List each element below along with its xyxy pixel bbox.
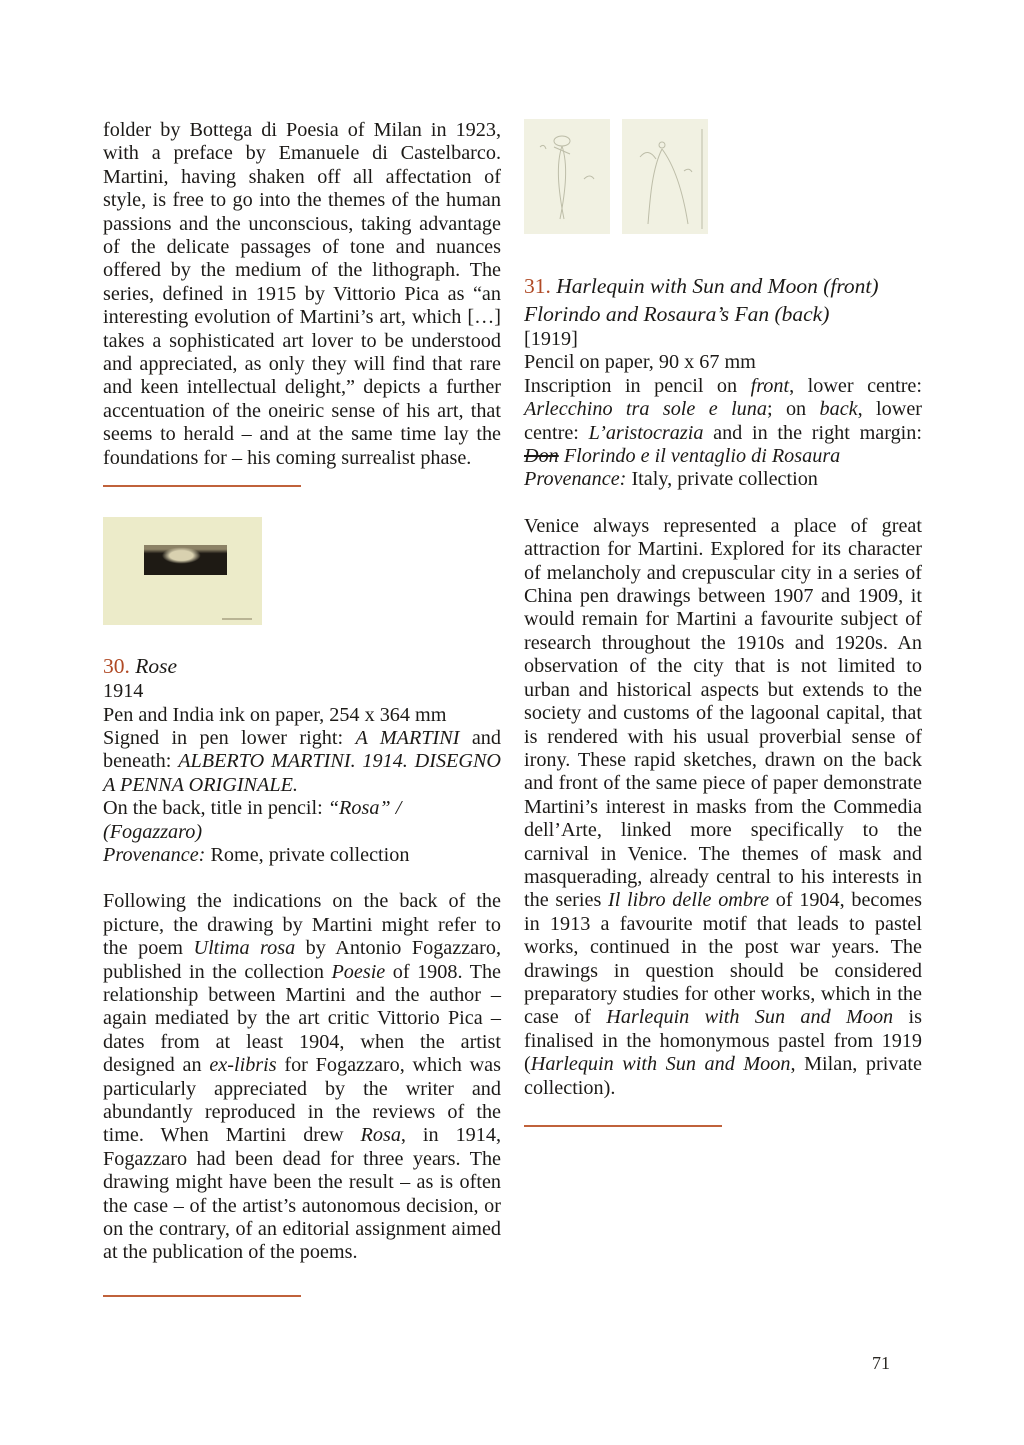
italic-text: Arlecchino tra sole e luna (524, 398, 767, 421)
artwork-image-front (524, 119, 610, 234)
text-run: and in the right margin: (703, 421, 922, 444)
italic-text: Harlequin with Sun and Moon (606, 1006, 894, 1029)
rose-caption-mark (222, 618, 252, 620)
artwork-image-back (622, 119, 708, 234)
entry-medium: Pen and India ink on paper, 254 x 364 mm (103, 703, 447, 726)
sketch-figure-icon (524, 119, 610, 234)
provenance-value: Italy, private collection (626, 468, 818, 491)
provenance-label: Provenance: (524, 468, 627, 491)
entry-subtitle: Florindo and Rosaura’s Fan (back) (524, 302, 830, 326)
text-run: ; on (766, 398, 820, 421)
entry-heading-30 (103, 652, 501, 680)
entry-medium: Pencil on paper, 90 x 67 mm (524, 351, 756, 374)
rose-drawing-panel (144, 545, 227, 575)
entry-title: Rose (135, 654, 178, 679)
back-inscription-label: On the back, title in pencil: (103, 797, 328, 820)
signature-label: Signed in pen lower right: (103, 726, 356, 749)
body-paragraph (103, 890, 501, 1265)
signature-mid: and beneath: (103, 726, 501, 773)
entry-back-inscription (103, 797, 501, 844)
body-paragraph (524, 515, 922, 1100)
provenance-value: Rome, private collection (205, 843, 410, 866)
text-run: Following the indications on the back of the picture, the drawing by Martini might refer to the poem (103, 890, 501, 960)
text-run: folder by Bottega di Poesia of Milan in 1923, with a preface by Emanuele di Castelbarco. Martini, having shaken off all affectation of style, is free to go into the themes of the human passions and the unconscious, taking advantage of the delicate passages of tone and nuances offered by the medium of the lithograph. The series, defined in 1915 by Vittorio Pica as “an interesting evolution of Martini’s art, which […] takes a sophisticated art lover to be understood and appreciated, as only they will find that rare and keen intellectual delight,” depicts a further accentuation of the oneiric sense of his art, that seems to herald – and at the same time lay the foundations for – his coming surrealist phase. (103, 119, 501, 469)
italic-text: Il libro delle ombre (608, 889, 770, 912)
text-run: Venice always represented a place of great attraction for Martini. Explored for its character of melancholy and crepuscular city in a series of China pen drawings between 1907 and 1909, it would remain for Martini a favourite subject of research throughout the 1910s and 1920s. An observation of the city that is not limited to urban and historical aspects but extends to the society and customs of the lagoonal capital, that is rendered with his usual proverbial sense of irony. These rapid sketches, drawn on the back and front of the same piece of paper demonstrate Martini’s interest in masks from the Commedia dell’Arte, linked more specifically to the carnival in Venice. The themes of mask and masquerading, already central to his interests in the series (524, 514, 922, 912)
text-run: for Fogazzaro, which was particularly appreciated by the writer and abundantly reproduced in the reviews of the time. When Martini drew (103, 1054, 501, 1147)
italic-text: Harlequin with Sun and Moon (530, 1053, 791, 1076)
entry-heading-31 (524, 272, 922, 328)
text-run: by Antonio Fogazzaro, published in the collection (103, 937, 502, 983)
italic-text: L’aristocrazia (588, 421, 704, 444)
italic-text: front (750, 374, 790, 397)
artwork-image-rose (103, 517, 262, 625)
italic-text: ex-libris (209, 1054, 277, 1077)
entry-number: 31. (524, 274, 551, 298)
artwork-images-harlequin (524, 119, 922, 234)
italic-text: Poesie (331, 960, 386, 983)
italic-text: Don (524, 445, 559, 468)
signature-text-1: A MARTINI (355, 726, 460, 749)
text-run: , Milan, private collection). (524, 1053, 922, 1099)
entry-date: [1919] (524, 328, 578, 350)
entry-signature (103, 727, 501, 797)
entry-number: 30. (103, 654, 130, 679)
right-column (524, 119, 922, 1127)
entry-provenance (103, 844, 501, 867)
text-run: of 1904, becomes in 1913 a favourite motif that leads to pastel works, continued in the post war years. The drawings in question should be considered preparatory studies for other works, which in the case of (524, 889, 922, 1029)
intro-paragraph (103, 119, 501, 470)
text-run: , lower centre: (789, 374, 922, 397)
back-inscription-title: “Rosa” / (Fogazzaro) (103, 797, 402, 843)
italic-text: Ultima rosa (193, 937, 296, 960)
text-run: of 1908. The relationship between Martini and the author – again mediated by the art critic Vittorio Pica – dates from at least 1904, when the artist designed an (103, 960, 502, 1077)
italic-text: Florindo e il ventaglio di Rosaura (558, 445, 841, 468)
entry-date: 1914 (103, 680, 144, 703)
section-divider (103, 1295, 301, 1297)
section-divider (524, 1125, 722, 1127)
entry-title: Harlequin with Sun and Moon (front) (556, 274, 879, 298)
provenance-label: Provenance: (103, 843, 206, 866)
signature-text-2: ALBERTO MARTINI. 1914. DISEGNO A PENNA ORIGINALE. (103, 750, 501, 796)
entry-inscription (524, 375, 922, 469)
text-run: is finalised in the homonymous pastel from 1919 ( (524, 1006, 922, 1076)
entry-provenance (524, 468, 922, 491)
sketch-fan-icon (622, 119, 708, 234)
italic-text: back (819, 398, 858, 421)
text-run: , lower centre: (524, 398, 923, 444)
text-run: Inscription in pencil on (524, 374, 751, 397)
page-number: 71 (872, 1353, 890, 1373)
left-column (103, 119, 501, 1297)
text-run: , in 1914, Fogazzaro had been dead for three years. The drawing might have been the result – as is often the case – of the artist’s autonomous decision, or on the contrary, of an editorial assignment aimed at the publication of the poems. (103, 1124, 502, 1264)
italic-text: Rosa (360, 1124, 401, 1147)
